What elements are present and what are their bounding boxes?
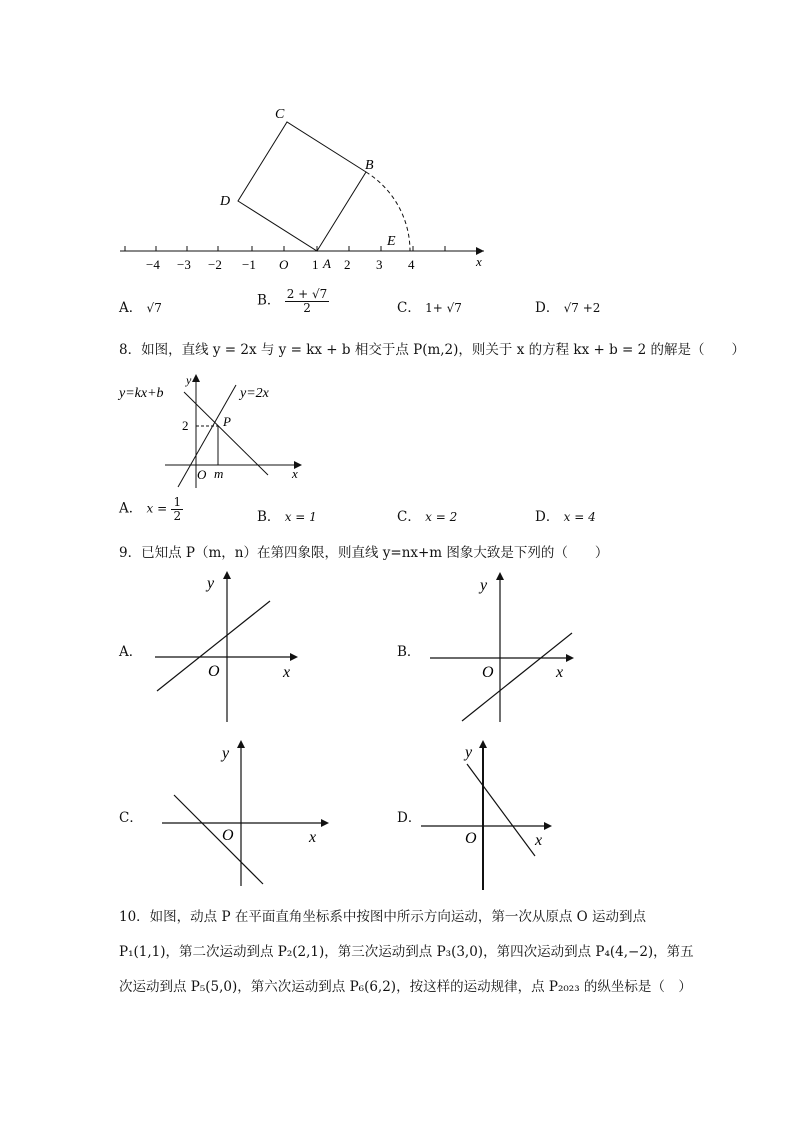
q10-line-1: 10．如图，动点 P 在平面直角坐标系中按图中所示方向运动，第一次从原点 O 运动到点 — [119, 909, 646, 925]
q9-graph-a[interactable] — [150, 570, 300, 725]
q7-option-c[interactable] — [397, 296, 462, 316]
tick-2: 2 — [344, 257, 351, 272]
svg-text:m: m — [214, 466, 224, 481]
q9-option-c-label[interactable]: C． — [119, 810, 143, 826]
q10-line-2: P₁(1,1)，第二次运动到点 P₂(2,1)，第三次运动到点 P₃(3,0)，第四次运动到点 P₄(4,−2)，第五 — [119, 944, 694, 960]
svg-text:x: x — [556, 664, 564, 681]
q7-option-b-num: 2 + √7 — [286, 287, 328, 301]
point-e: E — [387, 234, 396, 249]
origin-label: O — [279, 257, 289, 272]
line-y-kx-b — [184, 392, 268, 475]
q7-option-b[interactable] — [257, 288, 329, 314]
line-y-2x — [178, 385, 236, 487]
tick-neg2: −2 — [208, 257, 222, 272]
q7-option-b-fraction — [285, 288, 330, 314]
q7-option-a-value: √7 — [146, 301, 162, 315]
q9-question: 9．已知点 P（m，n）在第四象限，则直线 y=nx+m 图象大致是下列的（ ） — [119, 545, 609, 561]
q7-option-c-value: 1+ √7 — [425, 301, 462, 315]
axis-x-label: x — [476, 254, 482, 269]
q7-option-b-den: 2 — [303, 300, 311, 315]
q8-option-c[interactable]: C． x = 2 — [397, 509, 458, 525]
tick-neg4: −4 — [146, 257, 160, 272]
svg-text:x: x — [283, 664, 291, 681]
tick-3: 3 — [376, 257, 383, 272]
q9-graph-c[interactable] — [155, 735, 335, 890]
q7-option-a[interactable] — [119, 296, 162, 316]
q7-option-b-label: B． — [257, 292, 281, 309]
svg-text:2: 2 — [182, 418, 189, 433]
svg-text:y=2x: y=2x — [240, 386, 269, 401]
tick-neg1: −1 — [242, 257, 256, 272]
svg-text:O: O — [197, 467, 207, 482]
q9-option-a-label[interactable]: A． — [119, 644, 143, 660]
svg-text:O: O — [465, 830, 477, 847]
svg-text:O: O — [482, 664, 494, 681]
svg-text:P: P — [223, 414, 231, 429]
q8-question: 8．如图，直线 y = 2x 与 y = kx + b 相交于点 P(m,2)，则关于 x 的方程 kx + b = 2 的解是（ ） — [119, 342, 746, 358]
q9-option-d-label[interactable]: D． — [397, 810, 422, 826]
q8-figure — [115, 370, 315, 490]
q7-option-c-label: C． — [397, 300, 421, 316]
svg-text:y: y — [186, 373, 192, 387]
point-c: C — [275, 107, 285, 122]
q9-graph-b[interactable] — [425, 570, 585, 725]
svg-text:y: y — [480, 577, 488, 594]
q9-option-b-label[interactable]: B． — [397, 644, 421, 660]
ticks — [125, 246, 445, 251]
tick-neg3: −3 — [177, 257, 191, 272]
svg-text:y: y — [222, 745, 230, 762]
q10-line-3: 次运动到点 P₅(5,0)，第六次运动到点 P₆(6,2)，按这样的运动规律，点 P₂₀₂₃ 的纵坐标是（ ） — [119, 979, 692, 995]
q8-option-b[interactable]: B． x = 1 — [257, 509, 317, 525]
point-d: D — [220, 194, 231, 209]
q7-figure — [110, 100, 500, 280]
q8-option-d[interactable]: D． x = 4 — [535, 509, 596, 525]
q9-graph-d[interactable] — [418, 735, 558, 895]
point-b: B — [365, 158, 374, 173]
svg-text:x: x — [309, 829, 317, 846]
svg-text:O: O — [222, 827, 234, 844]
q8-option-a[interactable]: A． x = $\frac{1}{2}$ — [119, 495, 182, 523]
svg-text:x: x — [292, 466, 298, 481]
point-a: A — [323, 256, 331, 271]
svg-text:O: O — [208, 663, 220, 680]
q7-option-a-label: A． — [119, 300, 143, 316]
svg-text:y: y — [207, 575, 215, 592]
q7-option-d-label: D． — [535, 300, 560, 316]
tick-4: 4 — [408, 257, 415, 272]
square-abcd — [238, 122, 366, 251]
tick-1: 1 — [312, 257, 319, 272]
q7-option-d-value: √7 +2 — [563, 301, 601, 315]
svg-text:y=kx+b: y=kx+b — [119, 386, 164, 401]
svg-text:y: y — [465, 744, 473, 761]
svg-text:x: x — [535, 832, 543, 849]
q7-option-d[interactable] — [535, 296, 600, 316]
